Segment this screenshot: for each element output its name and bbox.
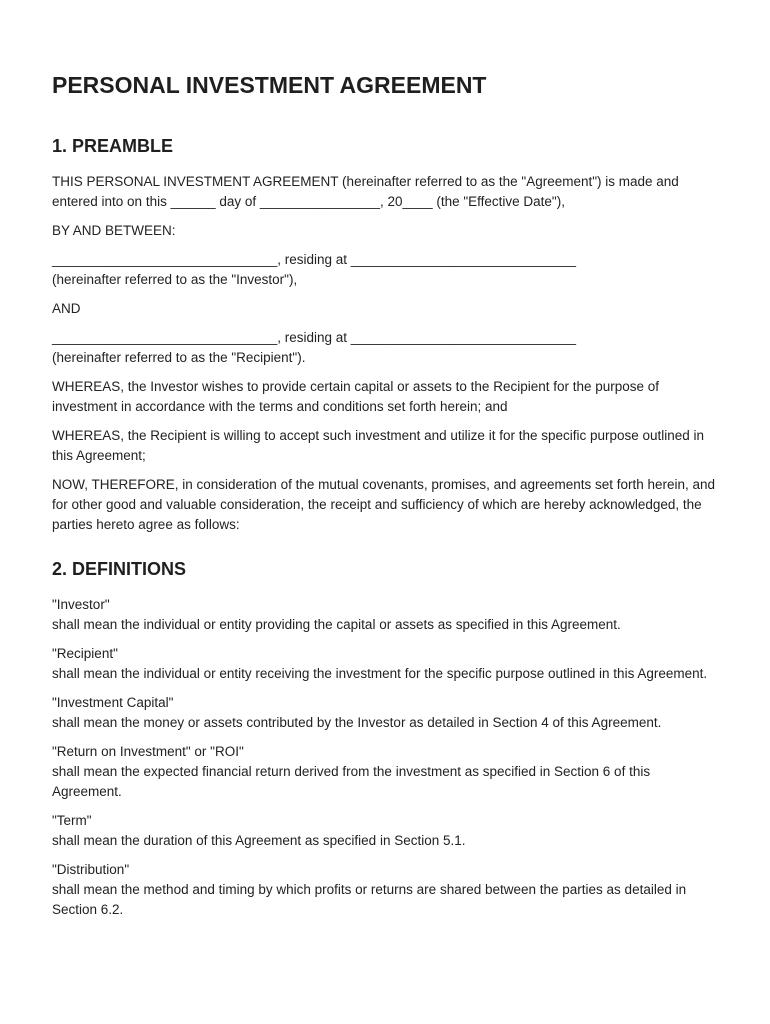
whereas-clause-investor: WHEREAS, the Investor wishes to provide certain capital or assets to the Recipient for the purpose of investment in accordance with the terms and conditions set forth herein; and	[52, 379, 660, 414]
by-and-between: BY AND BETWEEN:	[52, 223, 176, 238]
investor-party-line: ______________________________, residing at ______________________________	[52, 252, 577, 267]
preamble-section	[52, 134, 718, 535]
definition-term: "Recipient"	[52, 646, 118, 661]
definition-item	[52, 811, 718, 851]
definition-text: shall mean the duration of this Agreement as specified in Section 5.1.	[52, 833, 466, 848]
definition-term: "Return on Investment" or "ROI"	[52, 744, 244, 759]
definition-text: shall mean the money or assets contributed by the Investor as detailed in Section 4 of this Agreement.	[52, 715, 662, 730]
definition-item	[52, 860, 718, 920]
definition-term: "Distribution"	[52, 862, 130, 877]
now-therefore-clause: NOW, THEREFORE, in consideration of the mutual covenants, promises, and agreements set forth herein, and for other good and valuable consideration, the receipt and sufficiency of which are hereby acknowledged, the parties hereto agree as follows:	[52, 477, 716, 532]
preamble-intro: THIS PERSONAL INVESTMENT AGREEMENT (hereinafter referred to as the "Agreement") is made and entered into on this ______ day of ________________, 20____ (the "Effective Date"),	[52, 174, 679, 209]
and-separator: AND	[52, 301, 81, 316]
definition-term: "Investment Capital"	[52, 695, 174, 710]
definition-text: shall mean the method and timing by which profits or returns are shared between the parties as detailed in Section 6.2.	[52, 882, 687, 917]
investor-party-block	[52, 250, 718, 290]
definition-item	[52, 693, 718, 733]
definition-text: shall mean the expected financial return derived from the investment as specified in Section 6 of this Agreement.	[52, 764, 651, 799]
recipient-reference: (hereinafter referred to as the "Recipient").	[52, 350, 306, 365]
definitions-heading: 2. DEFINITIONS	[52, 559, 187, 579]
definition-item	[52, 644, 718, 684]
document-title: PERSONAL INVESTMENT AGREEMENT	[52, 72, 487, 98]
definition-text: shall mean the individual or entity receiving the investment for the specific purpose outlined in this Agreement.	[52, 666, 708, 681]
recipient-party-line: ______________________________, residing at ______________________________	[52, 330, 577, 345]
investor-reference: (hereinafter referred to as the "Investor"),	[52, 272, 298, 287]
definition-term: "Term"	[52, 813, 92, 828]
definition-item	[52, 595, 718, 635]
definitions-section	[52, 557, 718, 920]
preamble-heading: 1. PREAMBLE	[52, 136, 174, 156]
whereas-clause-recipient: WHEREAS, the Recipient is willing to accept such investment and utilize it for the specific purpose outlined in this Agreement;	[52, 428, 705, 463]
definition-term: "Investor"	[52, 597, 110, 612]
definition-text: shall mean the individual or entity providing the capital or assets as specified in this Agreement.	[52, 617, 621, 632]
recipient-party-block	[52, 328, 718, 368]
definition-item	[52, 742, 718, 802]
